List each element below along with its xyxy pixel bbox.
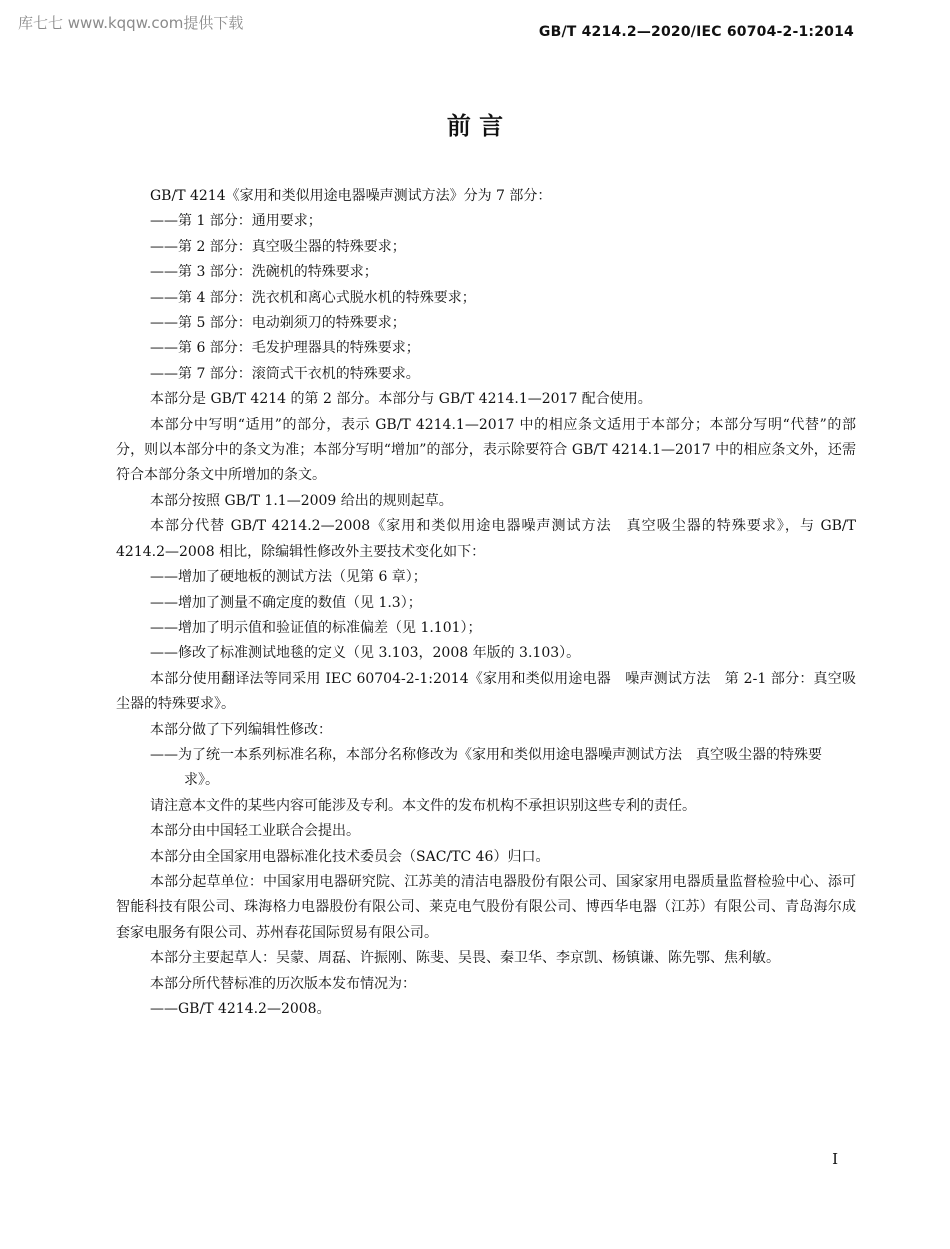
part-statement: 本部分是 GB/T 4214 的第 2 部分。本部分与 GB/T 4214.1—2017 配合使用。 xyxy=(150,391,652,408)
part-list-item: ——第 4 部分：洗衣机和离心式脱水机的特殊要求； xyxy=(150,289,476,306)
editorial-list-item: ——为了统一本系列标准名称，本部分名称修改为《家用和类似用途电器噪声测试方法 真空吸尘器的特殊要求》。 xyxy=(150,746,822,789)
part-list-item: ——第 6 部分：毛发护理器具的特殊要求； xyxy=(150,340,420,357)
editorial-intro: 本部分做了下列编辑性修改： xyxy=(150,721,332,738)
centralized-by: 本部分由全国家用电器标准化技术委员会（SAC/TC 46）归口。 xyxy=(150,848,550,865)
proposed-by: 本部分由中国轻工业联合会提出。 xyxy=(150,823,360,840)
applicability-paragraph: 本部分中写明“适用”的部分，表示 GB/T 4214.1—2017 中的相应条文适用于本部分；本部分写明“代替”的部分，则以本部分中的条文为准；本部分写明“增加”的部分，表示除要符合 GB/T 4214.1—2017 中的相应条文外，还需符合本部分条文中所增加的条文。 xyxy=(116,416,856,484)
part-list-item: ——第 2 部分：真空吸尘器的特殊要求； xyxy=(150,238,406,255)
main-drafters: 本部分主要起草人：吴蒙、周磊、许振刚、陈斐、吴畏、秦卫华、李京凯、杨镇谦、陈先鄂、焦利敏。 xyxy=(150,950,780,967)
part-list-item: ——第 1 部分：通用要求； xyxy=(150,213,322,230)
change-list-item: ——增加了明示值和验证值的标准偏差（见 1.101）； xyxy=(150,619,482,636)
drafting-rules-paragraph: 本部分按照 GB/T 1.1—2009 给出的规则起草。 xyxy=(150,492,453,509)
intro-paragraph: GB/T 4214《家用和类似用途电器噪声测试方法》分为 7 部分： xyxy=(150,188,552,204)
patent-notice: 请注意本文件的某些内容可能涉及专利。本文件的发布机构不承担识别这些专利的责任。 xyxy=(150,797,696,814)
part-list-item: ——第 5 部分：电动剃须刀的特殊要求； xyxy=(150,315,406,332)
history-list-item: ——GB/T 4214.2—2008。 xyxy=(150,1001,331,1017)
part-list-item: ——第 7 部分：滚筒式干衣机的特殊要求。 xyxy=(150,365,420,382)
translation-paragraph: 本部分使用翻译法等同采用 IEC 60704-2-1:2014《家用和类似用途电器 噪声测试方法 第 2-1 部分：真空吸尘器的特殊要求》。 xyxy=(116,670,856,713)
page-number: I xyxy=(832,1150,838,1168)
history-intro: 本部分所代替标准的历次版本发布情况为： xyxy=(150,975,416,992)
change-list-item: ——修改了标准测试地毯的定义（见 3.103，2008 年版的 3.103）。 xyxy=(150,645,581,662)
standard-number-header: GB/T 4214.2—2020/IEC 60704-2-1:2014 xyxy=(538,24,854,40)
watermark: 库七七 www.kqqw.com提供下载 xyxy=(18,14,244,32)
part-list-item: ——第 3 部分：洗碗机的特殊要求； xyxy=(150,264,378,281)
replacement-paragraph: 本部分代替 GB/T 4214.2—2008《家用和类似用途电器噪声测试方法 真空吸尘器的特殊要求》，与 GB/T 4214.2—2008 相比，除编辑性修改外主要技术变化如下： xyxy=(116,518,856,560)
foreword-body xyxy=(116,184,856,1022)
change-list-item: ——增加了硬地板的测试方法（见第 6 章）； xyxy=(150,569,427,586)
page-title: 前 言 xyxy=(446,112,504,140)
change-list-item: ——增加了测量不确定度的数值（见 1.3）； xyxy=(150,594,422,611)
drafting-units: 本部分起草单位：中国家用电器研究院、江苏美的清洁电器股份有限公司、国家家用电器质量监督检验中心、添可智能科技有限公司、珠海格力电器股份有限公司、莱克电气股份有限公司、博西华电器（江苏）有限公司、青岛海尔成套家电服务有限公司、苏州春花国际贸易有限公司。 xyxy=(116,873,856,941)
